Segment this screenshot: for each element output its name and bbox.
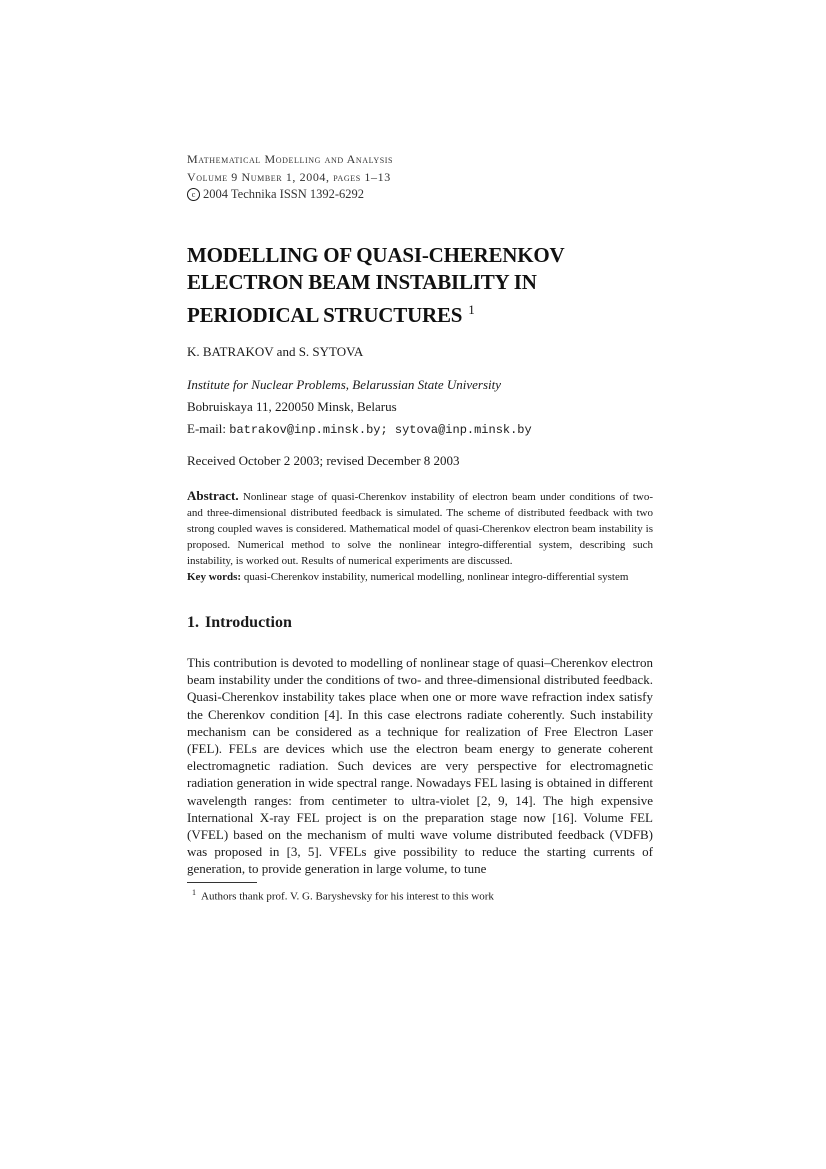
footnote-divider bbox=[187, 882, 257, 883]
journal-header bbox=[187, 150, 653, 203]
keywords bbox=[187, 569, 653, 585]
section-title: Introduction bbox=[205, 614, 292, 631]
abstract-label: Abstract. bbox=[187, 488, 239, 503]
copyright-icon: c bbox=[187, 188, 200, 201]
copyright-text: 2004 Technika ISSN 1392-6292 bbox=[203, 187, 365, 201]
keywords-label: Key words: bbox=[187, 571, 242, 583]
email-addresses: batrakov@inp.minsk.by; sytova@inp.minsk.by bbox=[229, 423, 532, 437]
email-label: E-mail: bbox=[187, 421, 226, 436]
journal-name: Mathematical Modelling and Analysis bbox=[187, 152, 394, 166]
abstract-text: Nonlinear stage of quasi-Cherenkov instability of electron beam under conditions of two- and three-dimensional distributed feedback is simulated. The scheme of distributed feedback with two strong coupled waves is considered. Mathematical model of quasi-Cherenkov electron beam instability is proposed. Numerical method to solve the nonlinear integro-differential system, describing such instability, is worked out. Results of numerical experiments are discussed. bbox=[187, 491, 654, 567]
title-line: ELECTRON BEAM INSTABILITY IN bbox=[187, 270, 537, 294]
title-footnote-mark: 1 bbox=[468, 302, 475, 317]
section-heading bbox=[187, 613, 653, 633]
footnote-text: Authors thank prof. V. G. Baryshevsky for his interest to this work bbox=[201, 890, 494, 903]
title-line: MODELLING OF QUASI-CHERENKOV bbox=[187, 243, 565, 267]
authors: K. BATRAKOV and S. SYTOVA bbox=[187, 344, 364, 359]
paper-title bbox=[187, 242, 653, 329]
institute: Institute for Nuclear Problems, Belarussian State University bbox=[187, 377, 502, 392]
title-line-text: PERIODICAL STRUCTURES bbox=[187, 303, 463, 327]
journal-volume: Volume 9 Number 1, 2004, pages 1–13 bbox=[187, 170, 391, 184]
section-number: 1. bbox=[187, 614, 199, 631]
address: Bobruiskaya 11, 220050 Minsk, Belarus bbox=[187, 399, 397, 414]
journal-copyright bbox=[187, 186, 653, 203]
received-dates: Received October 2 2003; revised December 8 2003 bbox=[187, 453, 460, 468]
footnote-mark: 1 bbox=[192, 887, 196, 897]
paper-page bbox=[187, 150, 653, 903]
affiliation bbox=[187, 374, 653, 441]
footnote bbox=[187, 886, 653, 904]
title-line-last bbox=[187, 296, 653, 329]
abstract bbox=[187, 488, 653, 569]
keywords-text: quasi-Cherenkov instability, numerical modelling, nonlinear integro-differential system bbox=[243, 571, 629, 583]
body-paragraph: This contribution is devoted to modelling of nonlinear stage of quasi–Cherenkov electron beam instability under the conditions of two- and three-dimensional distributed feedback. Quasi-Cherenkov instability takes place when one or more wave refraction index satisfy the Cherenkov condition [4]. In this case electrons radiate coherently. Such instability mechanism can be considered as a technique for realization of Free Electron Laser (FEL). FELs are devices which use the electron beam energy to generate coherent electromagnetic radiation. Such devices are very perspective for electromagnetic radiation generation in wide spectral range. Nowadays FEL lasing is obtained in different wavelength ranges: from centimeter to ultra-violet [2, 9, 14]. The high expensive International X-ray FEL project is on the preparation stage now [16]. Volume FEL (VFEL) based on the mechanism of multi wave volume distributed feedback (VDFB) was proposed in [3, 5]. VFELs give possibility to reduce the starting currents of generation, to provide generation in large volume, to tune bbox=[187, 655, 653, 877]
email-line bbox=[187, 418, 653, 441]
